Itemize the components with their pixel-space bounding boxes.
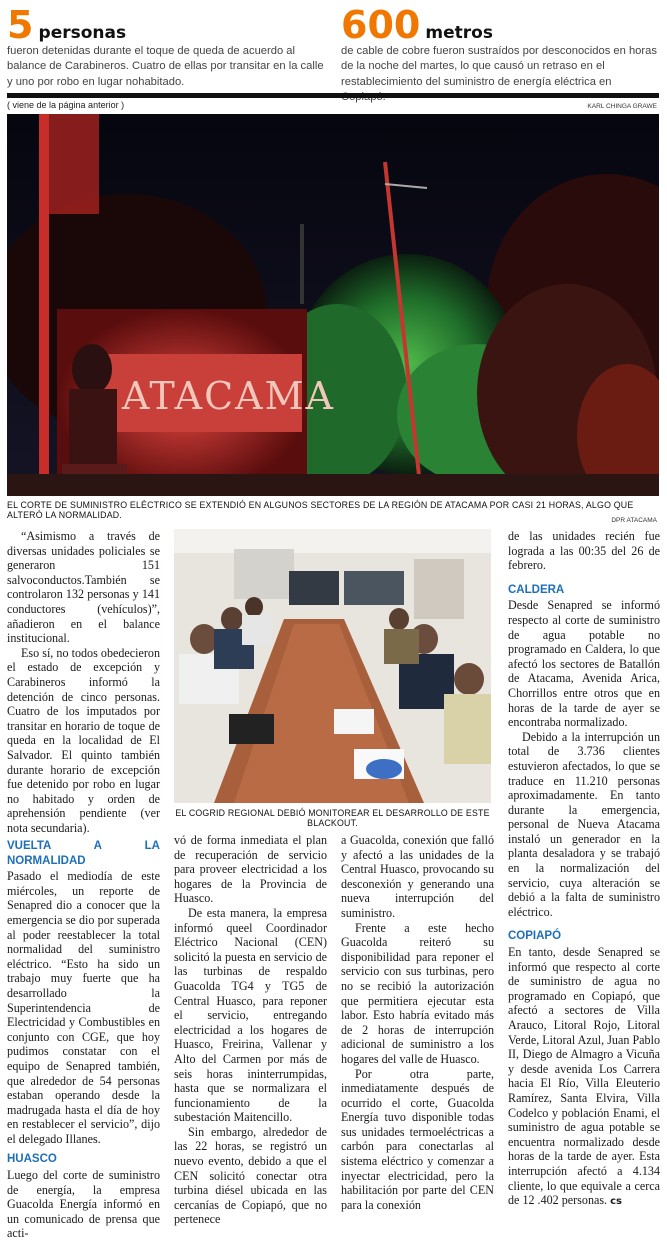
stat-number: 600 <box>341 3 421 47</box>
column-3 <box>341 833 494 1212</box>
subheading: COPIAPÓ <box>508 930 562 943</box>
paragraph: Sin embargo, alrededor de las 22 horas, se registró un nuevo evento, debido a que el CEN solicitó conectar otra turbina diésel ubicada en las cercanías de Copiapó, que no pertenece <box>174 1124 327 1227</box>
paragraph: Pasado el mediodía de este miércoles, un reporte de Senapred dio a conocer que la emergencia se dio por superada al poder reestablecer la total normalidad del suministro eléctrico. “Esto ha sido un trabajo muy fuerte que ha desarrollado la Superintendencia de Electricidad y Combustibles en conjunto con CGE, que hoy pudimos constatar con el equipo de Senapred también, que alrededor de 54 personas estaban operando desde la madrugada hasta el día de hoy en restablecer el servicio”, dijo el delegado Illanes. <box>7 869 160 1146</box>
column-2 <box>174 833 327 1227</box>
paragraph: Desde Senapred se informó respecto al corte de suministro de agua potable no programado en Caldera, lo que afectó los sectores de Batallón de Atacama, Avenida Arica, Chorrillos entre otros que en horas de la tarde de ayer se encontraba normalizado. <box>508 598 660 730</box>
paragraph: de las unidades recién fue lograda a las 00:35 del 26 de febrero. <box>508 529 660 573</box>
paragraph-text: En tanto, desde Senapred se informó que respecto al corte de suministro de agua no programado en Copiapó, que afectó a sectores de Villa Arauco, Litoral Rojo, Litoral Verde, Litoral Azul, Juan Pablo II, Diego de Almagro a Vicuña y desde avenida Los Carrera hacia El Río, Villa Eleuterio Ramírez, Santa Elvira, Villa Codelco y población Enami, el suministro de agua potable se encuentra normalizado desde horas de la tarde de ayer. Esta interrupción afectó a 4.134 cliente, lo que equivale a cerca de 12 .402 personas. <box>508 945 660 1208</box>
meeting-photo-caption: EL COGRID REGIONAL DEBIÓ MONITOREAR EL DESARROLLO DE ESTE BLACKOUT. <box>175 808 490 828</box>
paragraph: “Asimismo a través de diversas unidades policiales se generaron 151 salvoconductos.También se controlaron 132 personas y 141 conductores (vehículos)”, añadieron en el balance institucional. <box>7 529 160 646</box>
paragraph: Eso sí, no todos obedecieron el estado de excepción y Carabineros informó la detención de cinco personas. Cuatro de los imputados por transitar en horario de toque de queda en la localidad de El Salvador. El quinto también durante horario de excepción fue detenido por robo en lugar no habitado y orden de aprehensión pendiente (ver nota secundaria). <box>7 645 160 835</box>
main-photo-caption: EL CORTE DE SUMINISTRO ELÉCTRICO SE EXTENDIÓ EN ALGUNOS SECTORES DE LA REGIÓN DE ATACAMA POR CASI 21 HORAS, ALGO QUE ALTERÓ LA NORMALIDAD. <box>7 500 634 520</box>
night-scene-illustration <box>7 114 659 496</box>
paragraph: a Guacolda, conexión que falló y afectó a las unidades de la Central Huasco, provocando su desconexión y generando una nueva interrupción del suministro. <box>341 833 494 920</box>
stat-unit: metros <box>425 23 493 43</box>
stat-block-metros <box>341 3 659 105</box>
paragraph: Frente a este hecho Guacolda reiteró su disponibilidad para reponer el servicio con sus turbinas, pero no se recibió la autorización que permitiera ejecutar esta labor. Esto habría evitado más de 2 horas de interrupción adicional de suministro a los hogares del valle de Huasco. <box>341 920 494 1066</box>
stat-unit: personas <box>38 23 127 43</box>
subheading: HUASCO <box>7 1153 57 1166</box>
subheading: CALDERA <box>508 583 565 596</box>
stat-number: 5 <box>7 3 34 47</box>
paragraph: De esta manera, la empresa informó queel Coordinador Eléctrico Nacional (CEN) solicitó la puesta en servicio de las turbinas de respaldo Guacolda TG4 y TG5 de Central Huasco, para reponer el servicio, entregando electricidad a los hogares de Huasco, Freirina, Vallenar y Alto del Carmen por más de seis horas ininterrumpidas, hasta que se normalizara el funcionamiento de la subestación Maitencillo. <box>174 905 327 1125</box>
paragraph <box>508 945 660 1210</box>
column-1-top <box>7 529 160 835</box>
stat-block-detenidos <box>7 3 327 90</box>
paragraph: Por otra parte, inmediatamente después de ocurrido el corte, Guacolda Energía tuvo disponible todas sus unidades termoeléctricas a carbón para conectarlas al sistema eléctrico y comenzar a inyectar electricidad, pero la habilitación por parte del CEN para la conexión <box>341 1066 494 1212</box>
end-mark: cs <box>610 1196 623 1208</box>
photo-credit-main: KARL CHINGA GRAWE <box>587 103 657 110</box>
paragraph: Luego del corte de suministro de energía, la empresa Guacolda Energía informó en un comunicado de prensa que acti- <box>7 1168 160 1241</box>
paragraph: vó de forma inmediata el plan de recuperación de servicio para proveer electricidad a los hogares de la Provincia de Huasco. <box>174 833 327 906</box>
meeting-photo <box>174 529 491 803</box>
stat-text: fueron detenidas durante el toque de queda de acuerdo al balance de Carabineros. Cuatro de ellas por transitar en la calle y uno por robo en lugar nohabitado. <box>7 45 324 88</box>
main-photo <box>7 114 659 496</box>
subheading: VUELTA A LA NORMALIDAD <box>7 840 160 867</box>
column-1-bottom <box>7 833 160 1241</box>
sign-text: ATACAMA <box>122 374 335 418</box>
column-4 <box>508 529 660 1210</box>
stat-text: de cable de cobre fueron sustraídos por desconocidos en horas de la noche del martes, lo que causó un retraso en el restablecimiento del suministro de energía eléctrica en <box>341 45 657 88</box>
top-divider <box>7 93 659 98</box>
main-photo-credit: DPR ATACAMA <box>611 517 657 524</box>
continued-note: ( viene de la página anterior ) <box>7 100 125 110</box>
paragraph: Debido a la interrupción un total de 3.736 clientes estuvieron afectados, lo que se traduce en 11.210 personas aproximadamente. En tanto durante la emergencia, personal de Nueva Atacama instaló un generador en la planta desaladora y se trabajó en la normalización del servicio, cuya alteración se debió a la falta de suministro eléctrico. <box>508 729 660 919</box>
meeting-illustration <box>174 529 491 803</box>
